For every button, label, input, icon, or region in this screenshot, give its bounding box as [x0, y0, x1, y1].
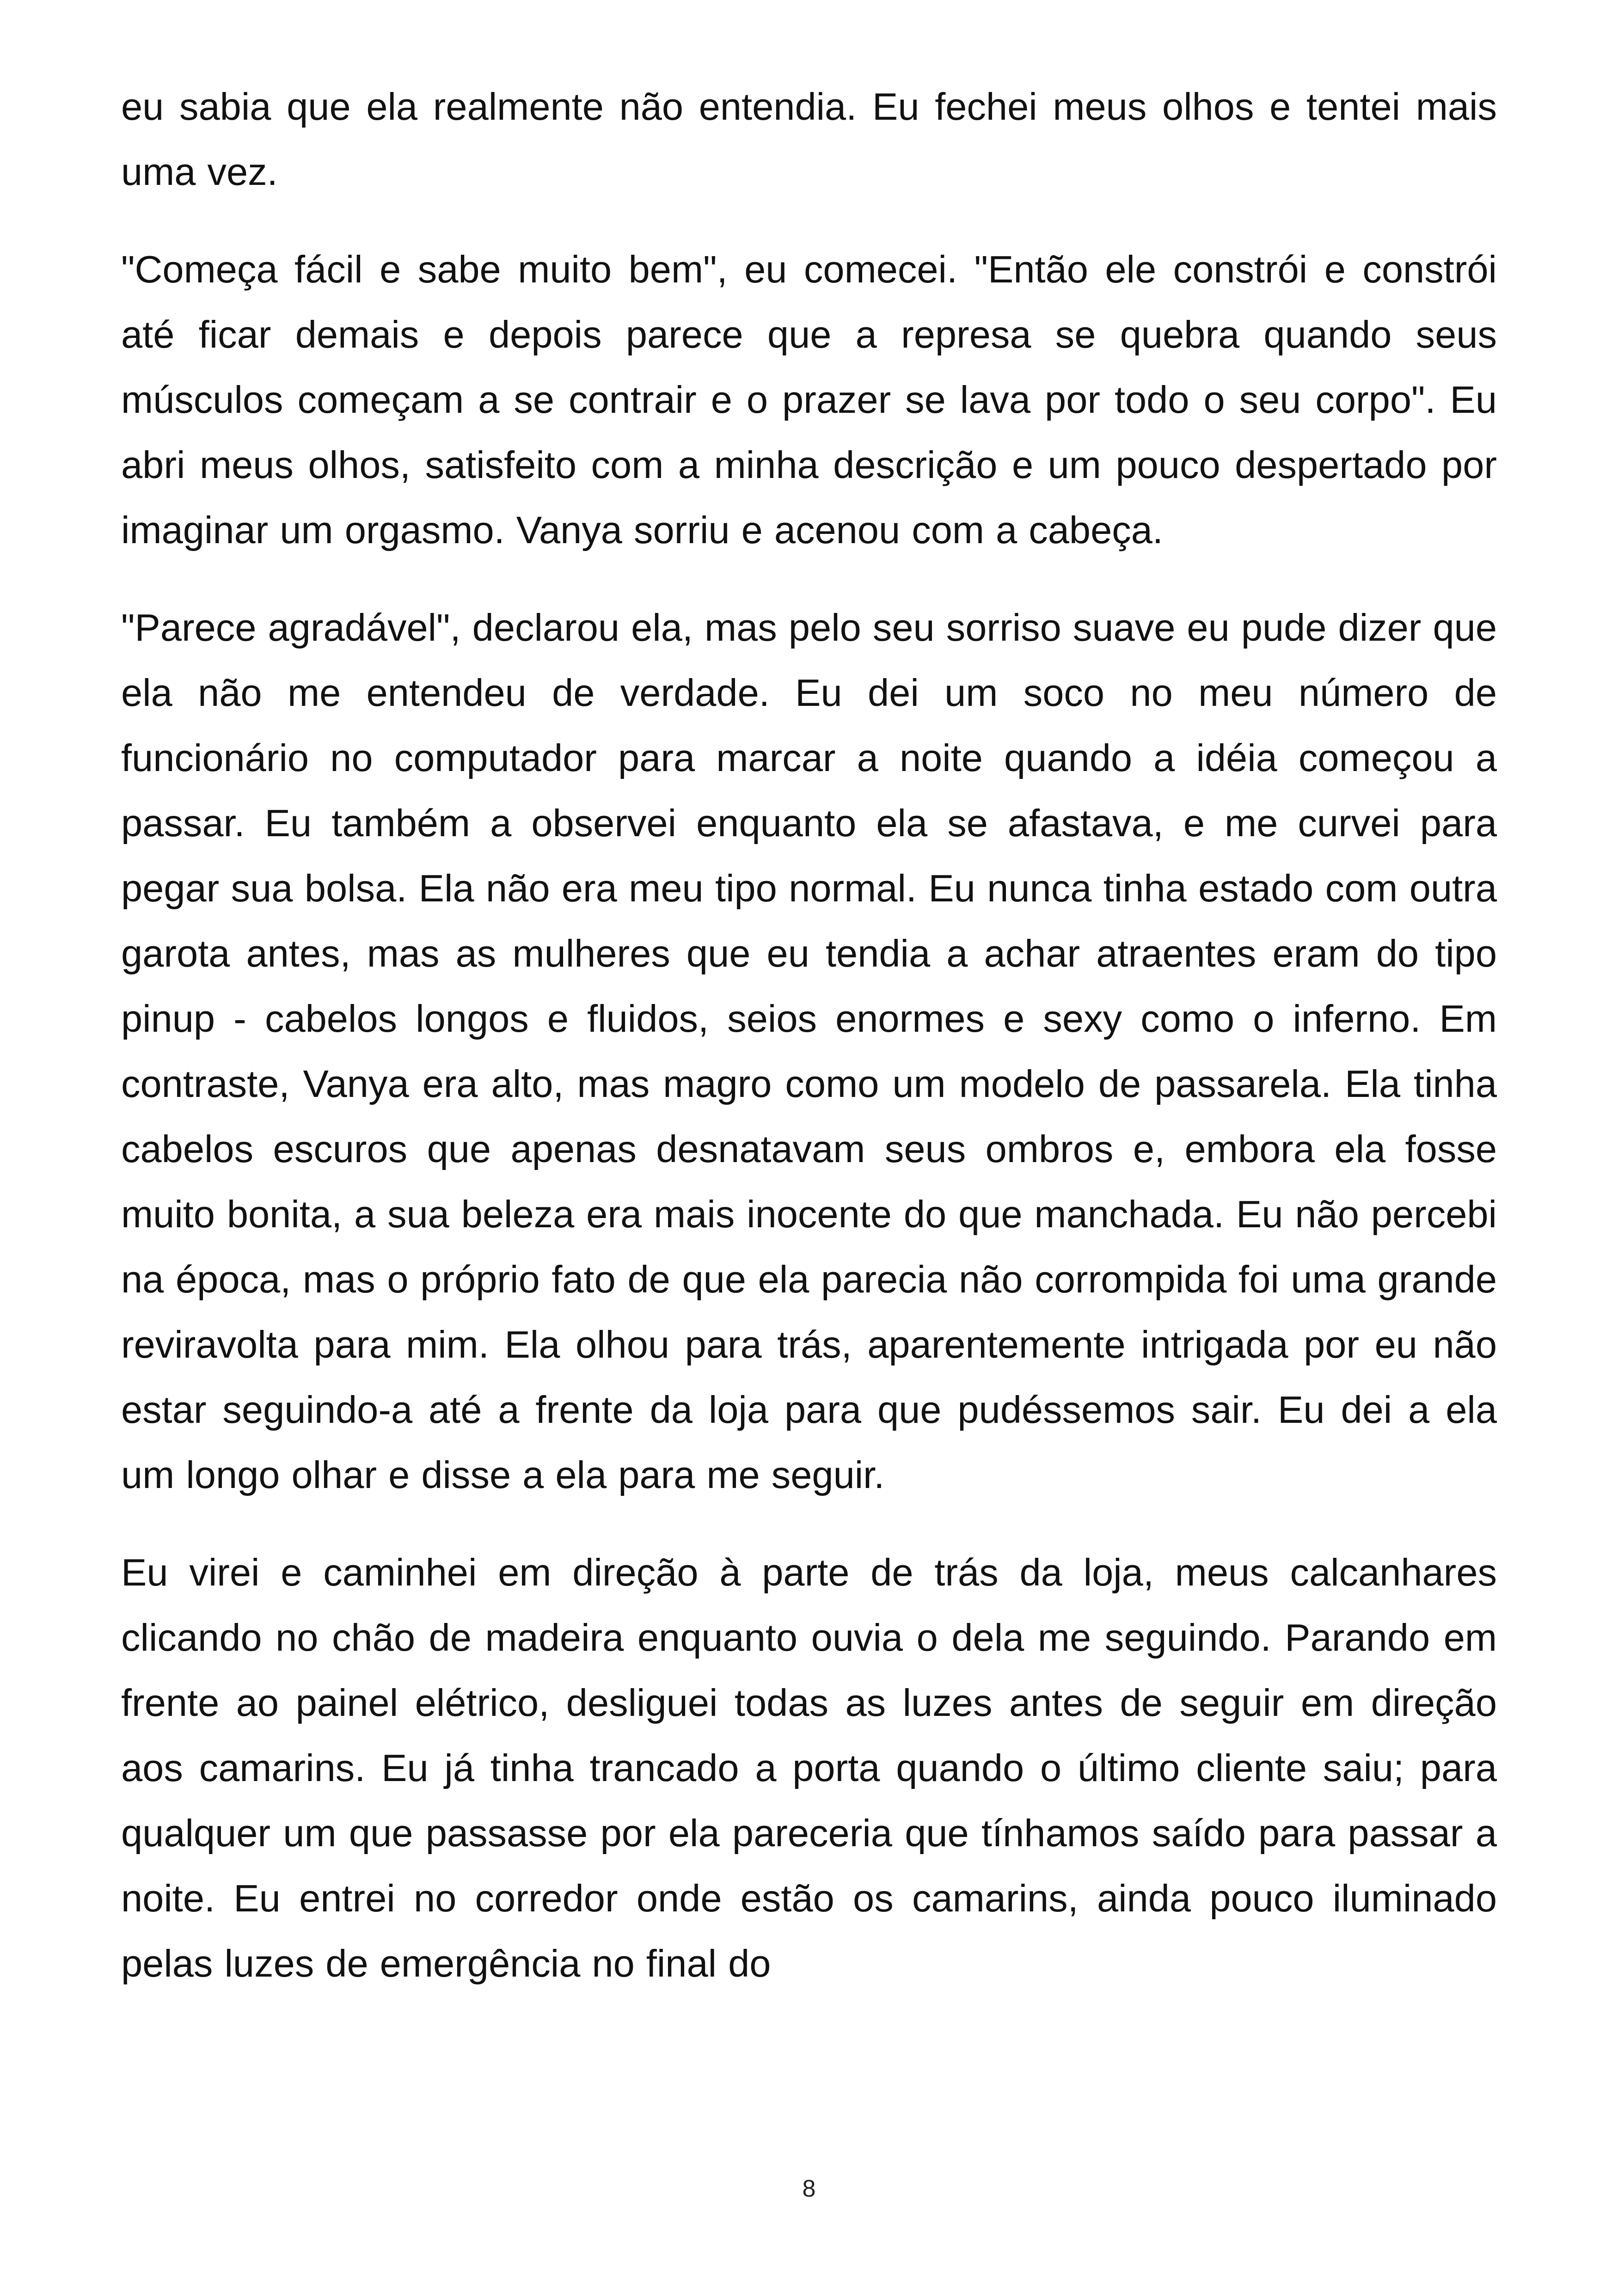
paragraph: "Começa fácil e sabe muito bem", eu comecei. "Então ele constrói e constrói até ficar demais e depois parece que a represa se quebra quando seus músculos começam a se contrair e o prazer se lava por todo o seu corpo". Eu abri meus olhos, satisfeito com a minha descrição e um pouco despertado por imaginar um orgasmo. Vanya sorriu e acenou com a cabeça.: [121, 248, 1497, 551]
paragraph: eu sabia que ela realmente não entendia. Eu fechei meus olhos e tentei mais uma vez.: [121, 85, 1497, 193]
page-body: [121, 74, 1497, 2028]
paragraph: Eu virei e caminhei em direção à parte de trás da loja, meus calcanhares clicando no chão de madeira enquanto ouvia o dela me seguindo. Parando em frente ao painel elétrico, desliguei todas as luzes antes de seguir em direção aos camarins. Eu já tinha trancado a porta quando o último cliente saiu; para qualquer um que passasse por ela pareceria que tínhamos saído para passar a noite. Eu entrei no corredor onde estão os camarins, ainda pouco iluminado pelas luzes de emergência no final do: [121, 1551, 1497, 1985]
paragraph: "Parece agradável", declarou ela, mas pelo seu sorriso suave eu pude dizer que ela não me entendeu de verdade. Eu dei um soco no meu número de funcionário no computador para marcar a noite quando a idéia começou a passar. Eu também a observei enquanto ela se afastava, e me curvei para pegar sua bolsa. Ela não era meu tipo normal. Eu nunca tinha estado com outra garota antes, mas as mulheres que eu tendia a achar atraentes eram do tipo pinup - cabelos longos e fluidos, seios enormes e sexy como o inferno. Em contraste, Vanya era alto, mas magro como um modelo de passarela. Ela tinha cabelos escuros que apenas desnatavam seus ombros e, embora ela fosse muito bonita, a sua beleza era mais inocente do que manchada. Eu não percebi na época, mas o próprio fato de que ela parecia não corrompida foi uma grande reviravolta para mim. Ela olhou para trás, aparentemente intrigada por eu não estar seguindo-a até a frente da loja para que pudéssemos sair. Eu dei a ela um longo olhar e disse a ela para me seguir.: [121, 606, 1497, 1496]
page-number: 8: [802, 2175, 816, 2202]
